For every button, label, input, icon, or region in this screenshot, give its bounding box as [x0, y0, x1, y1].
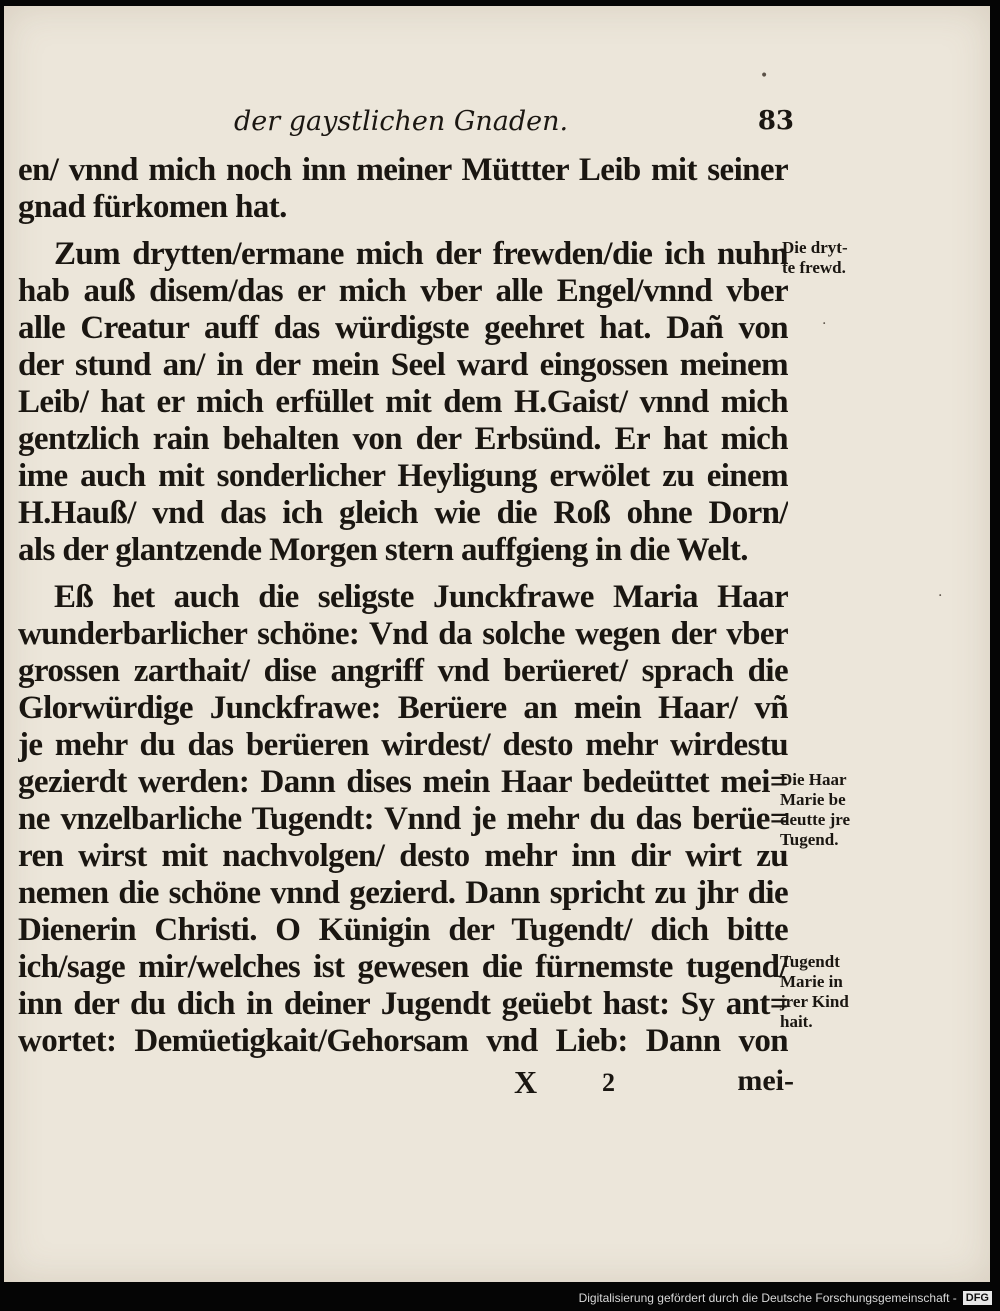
text-line: H.Hauß/ vnd das ich gleich wie die Roß ohne Dorn/ [18, 495, 788, 531]
text-line: grossen zarthait/ dise angriff vnd berüeret/ sprach die [18, 653, 788, 689]
text-line: hab auß disem/das er mich vber alle Engel/vnnd vber [18, 273, 788, 309]
text-line: ren wirst mit nachvolgen/ desto mehr inn dir wirt zu [18, 838, 788, 874]
margin-note-third-joy [782, 238, 892, 278]
text-line: wortet: Demüetigkait/Gehorsam vnd Lieb: Dann von [18, 1023, 788, 1059]
text-line: ime auch mit sonderlicher Heyligung erwölet zu einem [18, 458, 788, 494]
text-line: inn der du dich in deiner Jugendt geüebt hast: Sy ant= [18, 986, 788, 1022]
book-page [4, 6, 990, 1282]
margin-note-line: deutte jre [780, 810, 851, 829]
text-line: der stund an/ in der mein Seel ward eingossen meinem [18, 347, 788, 383]
text-line: je mehr du das berüeren wirdest/ desto mehr wirdestu [18, 727, 788, 763]
margin-note-line: Tugend. [780, 830, 839, 849]
margin-note-hair [780, 770, 890, 850]
signature-line [504, 1064, 794, 1104]
text-line: Eß het auch die seligste Junckfrawe Maria Haar [54, 579, 788, 615]
body-text [18, 152, 788, 1060]
text-line: Dienerin Christi. O Künigin der Tugendt/ dich bitte [18, 912, 788, 948]
paper-speck: · [822, 316, 827, 332]
text-line: alle Creatur auff das würdigste geehret hat. Dañ von [18, 310, 788, 346]
signature-mark: X [514, 1064, 538, 1100]
dfg-logo: DFG [963, 1291, 992, 1305]
margin-note-line: Die Haar [780, 770, 847, 789]
text-line: wunderbarlicher schöne: Vnd da solche wegen der vber [18, 616, 788, 652]
margin-note-line: Marie in [780, 972, 843, 991]
text-line: gentzlich rain behalten von der Erbsünd. Er hat mich [18, 421, 788, 457]
running-title: der gaystlichen Gnaden. [234, 106, 569, 137]
margin-note-line: te frewd. [782, 258, 846, 277]
margin-note-virtues [780, 952, 890, 1032]
margin-note-line: Die dryt- [782, 238, 848, 257]
text-line: gnad fürkomen hat. [18, 189, 287, 225]
page-number: 83 [757, 106, 794, 136]
text-line: gezierdt werden: Dann dises mein Haar bedeüttet mei= [18, 764, 788, 800]
margin-note-line: Tugendt [780, 952, 840, 971]
paper-speck: • [760, 68, 769, 84]
text-line: en/ vnnd mich noch inn meiner Müttter Leib mit seiner [18, 152, 788, 188]
paper-speck: · [938, 588, 943, 604]
text-line: Zum drytten/ermane mich der frewden/die ich nuhn [54, 236, 788, 272]
signature-number: 2 [602, 1068, 615, 1097]
text-line: ich/sage mir/welches ist gewesen die fürnemste tugend/ [18, 949, 788, 985]
margin-note-line: hait. [780, 1012, 813, 1031]
margin-note-line: Marie be [780, 790, 846, 809]
scan-credit-text: Digitalisierung gefördert durch die Deutsche Forschungsgemeinschaft - [578, 1291, 957, 1305]
margin-note-line: jrer Kind [780, 992, 849, 1011]
text-line: Glorwürdige Junckfrawe: Berüere an mein Haar/ vñ [18, 690, 788, 726]
text-line: ne vnzelbarliche Tugendt: Vnnd je mehr du das berüe= [18, 801, 788, 837]
scan-credit [579, 1289, 992, 1307]
catchword: mei- [737, 1064, 794, 1097]
text-line: Leib/ hat er mich erfüllet mit dem H.Gaist/ vnnd mich [18, 384, 788, 420]
page-header [234, 106, 794, 146]
text-line: nemen die schöne vnnd gezierd. Dann spricht zu jhr die [18, 875, 788, 911]
text-line: als der glantzende Morgen stern auffgieng in die Welt. [18, 532, 748, 568]
